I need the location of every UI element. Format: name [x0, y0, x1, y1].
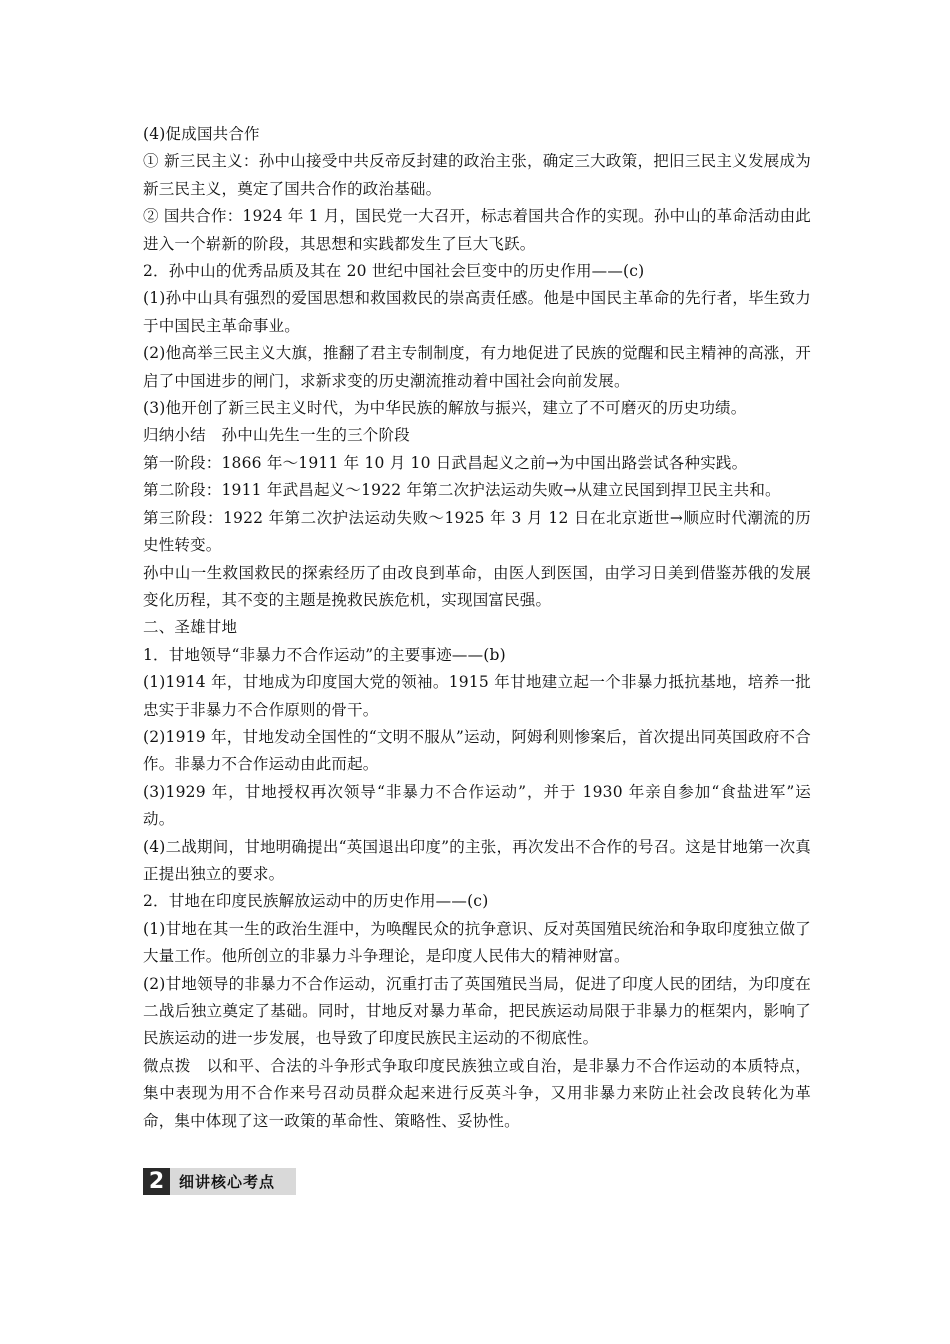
paragraph: (2)1919 年，甘地发动全国性的“文明不服从”运动，阿姆利则惨案后，首次提出同英国政府不合作。非暴力不合作运动由此而起。 [143, 727, 811, 774]
paragraph: 1．甘地领导“非暴力不合作运动”的主要事迹——(b) [143, 645, 506, 664]
paragraph: (3)1929 年，甘地授权再次领导“非暴力不合作运动”，并于 1930 年亲自参加“食盐进军”运动。 [143, 782, 811, 829]
paragraph: 第一阶段：1866 年～1911 年 10 月 10 日武昌起义之前→为中国出路尝试各种实践。 [143, 453, 748, 472]
paragraph: (1)甘地在其一生的政治生涯中，为唤醒民众的抗争意识、反对英国殖民统治和争取印度独立做了大量工作。他所创立的非暴力斗争理论，是印度人民伟大的精神财富。 [143, 919, 811, 966]
document-body [143, 121, 811, 1135]
paragraph: (4)促成国共合作 [143, 125, 260, 143]
section-header [143, 1168, 296, 1195]
section-title: 细讲核心考点 [179, 1173, 276, 1191]
paragraph: 2．甘地在印度民族解放运动中的历史作用——(c) [143, 892, 489, 911]
paragraph: 第三阶段：1922 年第二次护法运动失败～1925 年 3 月 12 日在北京逝世→顺应时代潮流的历史性转变。 [143, 508, 811, 555]
paragraph: (4)二战期间，甘地明确提出“英国退出印度”的主张，再次发出不合作的号召。这是甘地第一次真正提出独立的要求。 [143, 837, 811, 883]
paragraph: (2)甘地领导的非暴力不合作运动，沉重打击了英国殖民当局，促进了印度人民的团结，为印度在二战后独立奠定了基础。同时，甘地反对暴力革命，把民族运动局限于非暴力的框架内，影响了民族运动的进一步发展，也导致了印度民族民主运动的不彻底性。 [143, 974, 811, 1048]
paragraph: (2)他高举三民主义大旗，推翻了君主专制制度，有力地促进了民族的觉醒和民主精神的高涨，开启了中国进步的闸门，求新求变的历史潮流推动着中国社会向前发展。 [143, 344, 811, 390]
paragraph: 第二阶段：1911 年武昌起义～1922 年第二次护法运动失败→从建立民国到捍卫民主共和。 [143, 481, 781, 500]
paragraph: 孙中山一生救国救民的探索经历了由改良到革命，由医人到医国，由学习日美到借鉴苏俄的发展变化历程，其不变的主题是挽救民族危机，实现国富民强。 [143, 563, 811, 609]
paragraph: ① 新三民主义：孙中山接受中共反帝反封建的政治主张，确定三大政策，把旧三民主义发展成为新三民主义，奠定了国共合作的政治基础。 [143, 152, 811, 198]
section-number-badge: 2 [143, 1168, 170, 1195]
paragraph: 2．孙中山的优秀品质及其在 20 世纪中国社会巨变中的历史作用——(c) [143, 262, 645, 281]
paragraph: (1)孙中山具有强烈的爱国思想和救国救民的崇高责任感。他是中国民主革命的先行者，毕生致力于中国民主革命事业。 [143, 289, 811, 335]
paragraph: 归纳小结 孙中山先生一生的三个阶段 [143, 426, 410, 445]
paragraph: (1)1914 年，甘地成为印度国大党的领袖。1915 年甘地建立起一个非暴力抵抗基地，培养一批忠实于非暴力不合作原则的骨干。 [143, 673, 811, 719]
paragraph: ② 国共合作：1924 年 1 月，国民党一大召开，标志着国共合作的实现。孙中山的革命活动由此进入一个崭新的阶段，其思想和实践都发生了巨大飞跃。 [143, 207, 811, 253]
paragraph: 二、圣雄甘地 [143, 618, 238, 637]
paragraph: (3)他开创了新三民主义时代，为中华民族的解放与振兴，建立了不可磨灭的历史功绩。 [143, 399, 747, 418]
paragraph: 微点拨 以和平、合法的斗争形式争取印度民族独立或自治，是非暴力不合作运动的本质特点，集中表现为用不合作来号召动员群众起来进行反英斗争，又用非暴力来防止社会改良转化为革命，集中体现了这一政策的革命性、策略性、妥协性。 [143, 1056, 811, 1130]
